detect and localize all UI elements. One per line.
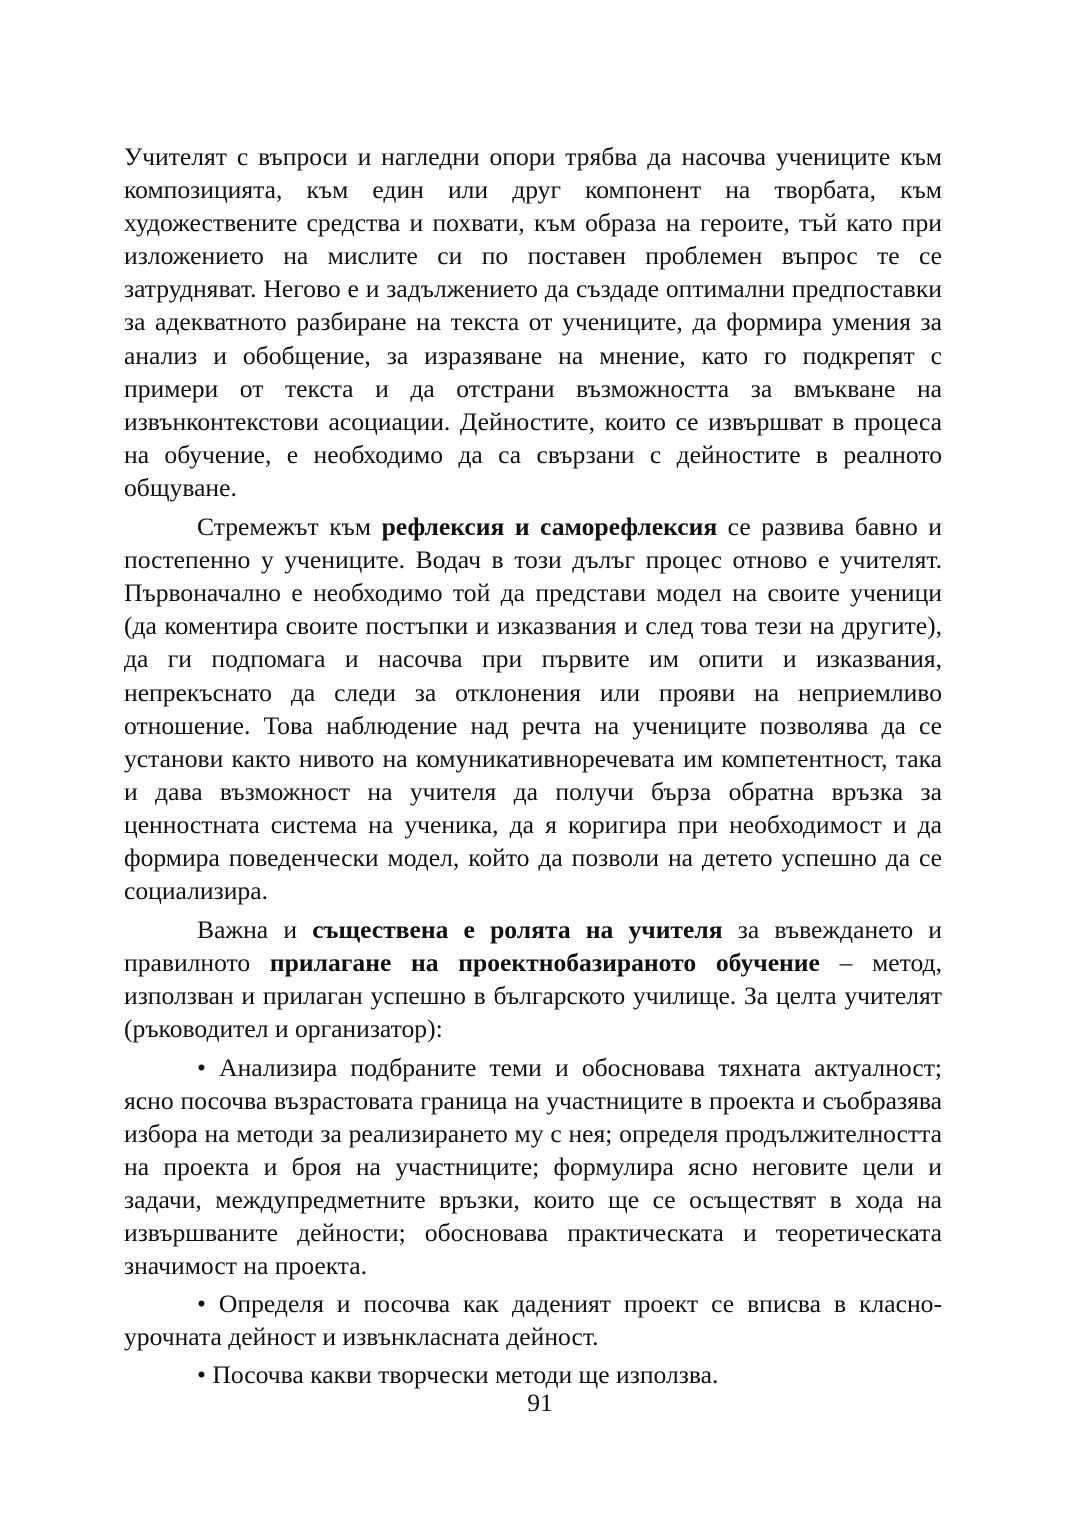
term-project-learning: прилагане на проектнобазираното обучение [269, 948, 820, 978]
paragraph-2-text-b: се развива бавно и постепенно у учениците. Водач в този дълъг процес отново е учителят. Първоначално е необходимо той да представи модел на своите ученици (да коментира своите постъпки и изказвания и след това тези на другите), да ги подпомага и насочва при първите им опити и изказвания, непрекъснато да следи за отклонения или прояви на неприемливо отношение. Това наблюдение над речта на учениците позволява да се установи както нивото на комуникативноречевата им компетентност, така и дава възможност на учителя да получи бърза обратна връзка за ценностната система на ученика, да я коригира при необходимост и да формира поведенчески модел, който да позволи на детето успешно да се социализира. [124, 512, 943, 906]
paragraph-3-text-c: – метод, използван и прилаган успешно в българското училище. За целта учителят (ръководител и организатор): [124, 948, 942, 1044]
paragraph-3-text-a: Важна и [197, 915, 313, 945]
page-body [124, 140, 942, 1391]
term-teacher-role: съществена е ролята на учителя [312, 915, 723, 945]
paragraph-3-text-b: за въвеждането и правилното [124, 915, 942, 978]
bullet-item-3 [124, 1358, 942, 1391]
paragraph-1-text: Учителят с въпроси и нагледни опори трябва да насочва учениците към композицията, към един или друг компонент на творбата, към художествените средства и похвати, към образа на героите, тъй като при изложението на мислите си по поставен проблемен въпрос те се затрудняват. Негово е и задължението да създаде оптимални предпоставки за адекватното разбиране на текста от учениците, да формира умения за анализ и обобщение, за изразяване на мнение, като го подкрепят с примери от текста и да отстрани възможността за вмъкване на извънконтекстови асоциации. Дейностите, които се извършват в процеса на обучение, е необходимо да са свързани с дейностите в реалното общуване. [124, 142, 942, 502]
paragraph-1 [124, 140, 942, 504]
bullet-item-3-text: • Посочва какви творчески методи ще използва. [197, 1360, 719, 1390]
page-number: 91 [527, 1388, 553, 1417]
bullet-item-1-text: • Анализира подбраните теми и обосновава тяхната актуалност; ясно посочва възрастовата граница на участниците в проекта и съобразява избора на методи за реализирането му с нея; определя продължителността на проекта и броя на участниците; формулира ясно неговите цели и задачи, междупредметните връзки, които ще се осъществят в хода на извършваните дейности; обосновава практическата и теоретическата значимост на проекта. [124, 1052, 942, 1281]
bullet-item-2 [124, 1287, 942, 1353]
paragraph-2-text-a: Стремежът към [197, 512, 382, 542]
term-reflection: рефлексия и саморефлексия [381, 512, 718, 542]
paragraph-2 [124, 510, 942, 907]
bullet-item-2-text: • Определя и посочва как даденият проект се вписва в класноурочната дейност и извънкласната дейност. [124, 1289, 942, 1352]
bullet-item-1 [124, 1051, 942, 1283]
paragraph-3 [124, 913, 942, 1045]
